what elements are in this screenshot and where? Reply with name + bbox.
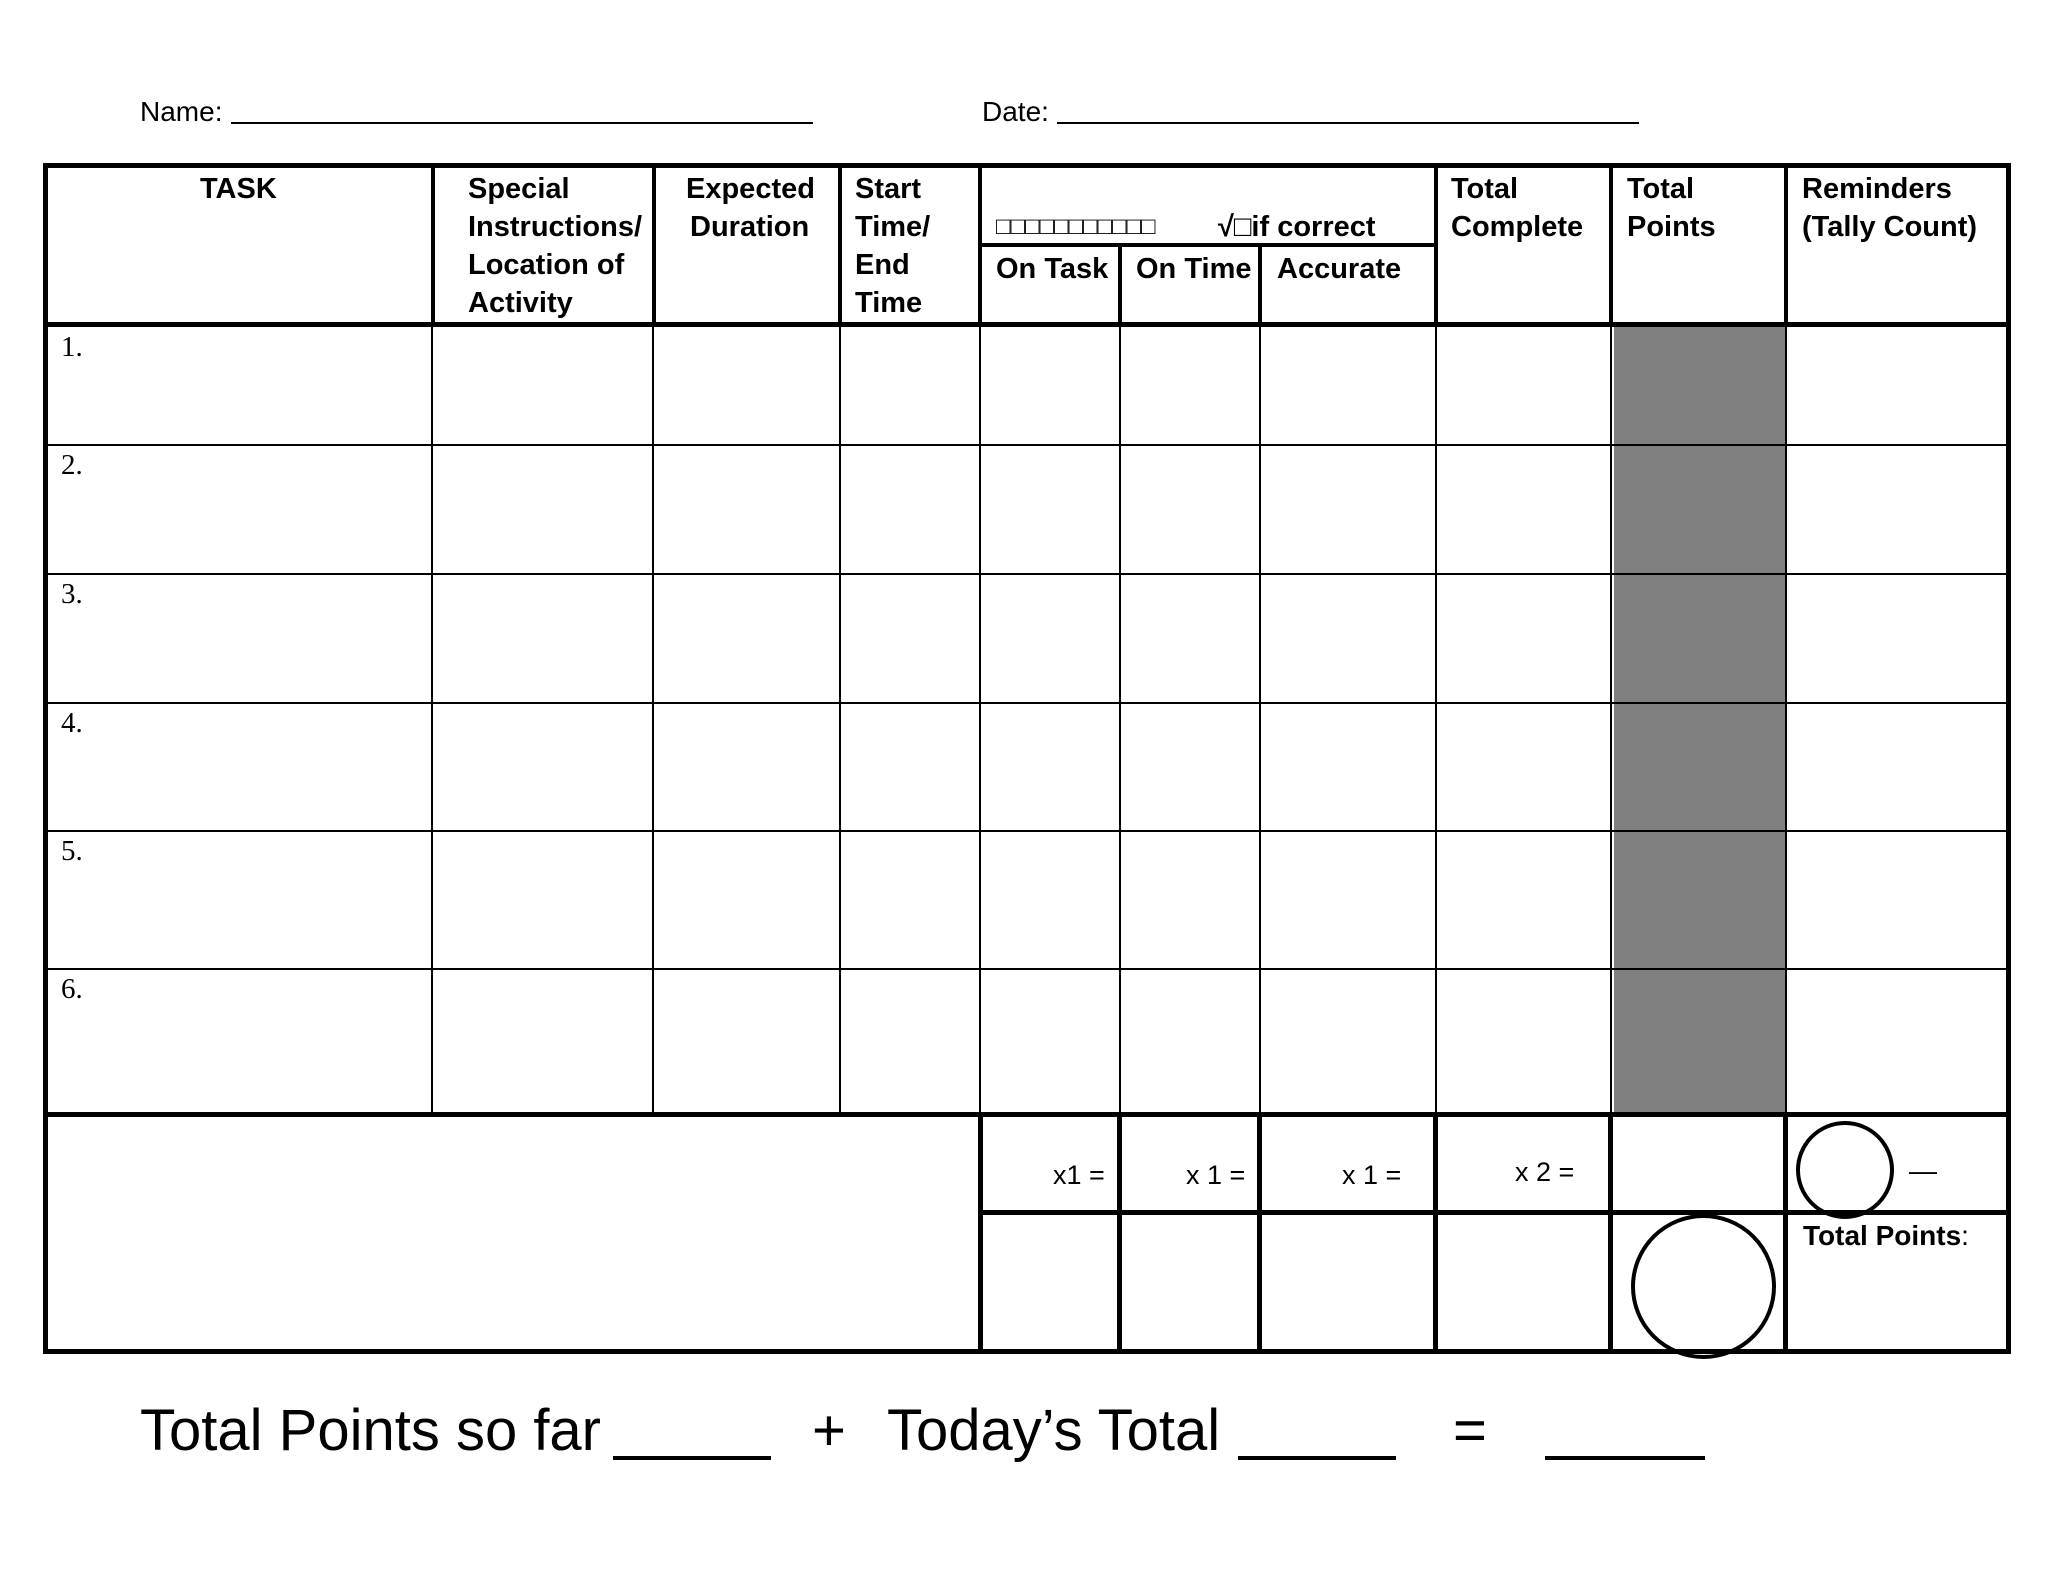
row-number: 3. — [61, 578, 83, 610]
header-line: Expected — [686, 173, 815, 205]
header-on-task: On Task — [996, 253, 1109, 285]
col-divider — [1784, 163, 1788, 327]
col-divider — [1118, 243, 1122, 327]
reminders-dash: — — [1909, 1155, 1937, 1186]
plus-sign: + — [812, 1398, 846, 1463]
total-so-far-blank[interactable] — [613, 1456, 771, 1460]
header-line: Start — [855, 173, 922, 205]
row-divider — [43, 573, 2011, 575]
check-group-note: √□if correct — [1218, 211, 1376, 243]
row-number: 2. — [61, 449, 83, 481]
total-points-label-text: Total Points — [1803, 1220, 1962, 1251]
header-line: Duration — [690, 211, 810, 243]
header-line: Complete — [1451, 211, 1584, 243]
header-bottom-border — [43, 322, 2011, 327]
result-blank[interactable] — [1545, 1456, 1705, 1460]
col-divider — [1433, 1112, 1438, 1354]
col-divider — [978, 1112, 983, 1354]
col-divider — [1434, 163, 1438, 327]
row-divider — [43, 968, 2011, 970]
row-divider — [43, 444, 2011, 446]
table-top-border — [43, 163, 2011, 168]
header-special-instructions — [468, 170, 642, 322]
multiplier-total-complete: x 2 = — [1515, 1157, 1575, 1187]
header-line: Special — [468, 173, 570, 205]
header-task: TASK — [200, 173, 277, 205]
row-divider — [43, 830, 2011, 832]
multiplier-accurate: x 1 = — [1342, 1160, 1402, 1190]
header-start-end-time — [855, 170, 930, 322]
total-points-circle[interactable] — [1631, 1214, 1776, 1359]
header-line: Time/ — [855, 211, 931, 243]
header-line: (Tally Count) — [1802, 211, 1978, 243]
header-line: End — [855, 249, 910, 281]
todays-total-label: Today’s Total — [887, 1398, 1221, 1463]
header-total-points — [1627, 170, 1716, 246]
col-divider — [1609, 163, 1613, 327]
row-number: 6. — [61, 973, 83, 1005]
name-label: Name: — [140, 96, 223, 127]
total-so-far-label: Total Points so far — [140, 1398, 601, 1463]
date-label: Date: — [982, 96, 1049, 127]
header-line: Time — [855, 287, 923, 319]
col-divider — [1258, 243, 1262, 327]
total-points-label — [1803, 1220, 1969, 1252]
col-divider — [652, 163, 656, 327]
equals-sign: = — [1453, 1398, 1487, 1463]
header-line: Total — [1451, 173, 1519, 205]
row-number: 1. — [61, 331, 83, 363]
row-divider — [43, 702, 2011, 704]
col-divider — [1117, 1112, 1122, 1354]
col-divider — [978, 163, 982, 327]
header-on-time: On Time — [1136, 253, 1252, 285]
reminders-circle[interactable] — [1796, 1121, 1894, 1219]
header-line: Reminders — [1802, 173, 1952, 205]
check-group-symbols: □□□□□□□□□□□ — [996, 213, 1156, 240]
header-total-complete — [1451, 170, 1583, 246]
multiplier-on-task: x1 = — [1053, 1160, 1105, 1190]
total-points-label-colon: : — [1961, 1220, 1969, 1251]
col-divider — [431, 163, 435, 327]
row-number: 4. — [61, 707, 83, 739]
col-divider — [1257, 1112, 1262, 1354]
header-reminders — [1802, 170, 1977, 246]
header-line: Total — [1627, 173, 1695, 205]
body-bottom-border — [43, 1112, 2011, 1117]
header-accurate: Accurate — [1277, 253, 1402, 285]
row-number: 5. — [61, 835, 83, 867]
header-line: Location of — [468, 249, 625, 281]
date-line[interactable] — [1057, 122, 1639, 124]
table-right-border — [2006, 163, 2011, 1354]
name-line[interactable] — [231, 122, 813, 124]
todays-total-blank[interactable] — [1238, 1456, 1396, 1460]
col-divider — [838, 163, 842, 327]
col-divider — [1608, 1112, 1613, 1354]
table-left-border — [43, 163, 48, 1354]
header-line: Instructions/ — [468, 211, 643, 243]
header-line: Activity — [468, 287, 573, 319]
multiplier-on-time: x 1 = — [1186, 1160, 1246, 1190]
header-line: Points — [1627, 211, 1716, 243]
header-expected-duration — [686, 170, 815, 246]
col-divider — [1783, 1112, 1788, 1354]
